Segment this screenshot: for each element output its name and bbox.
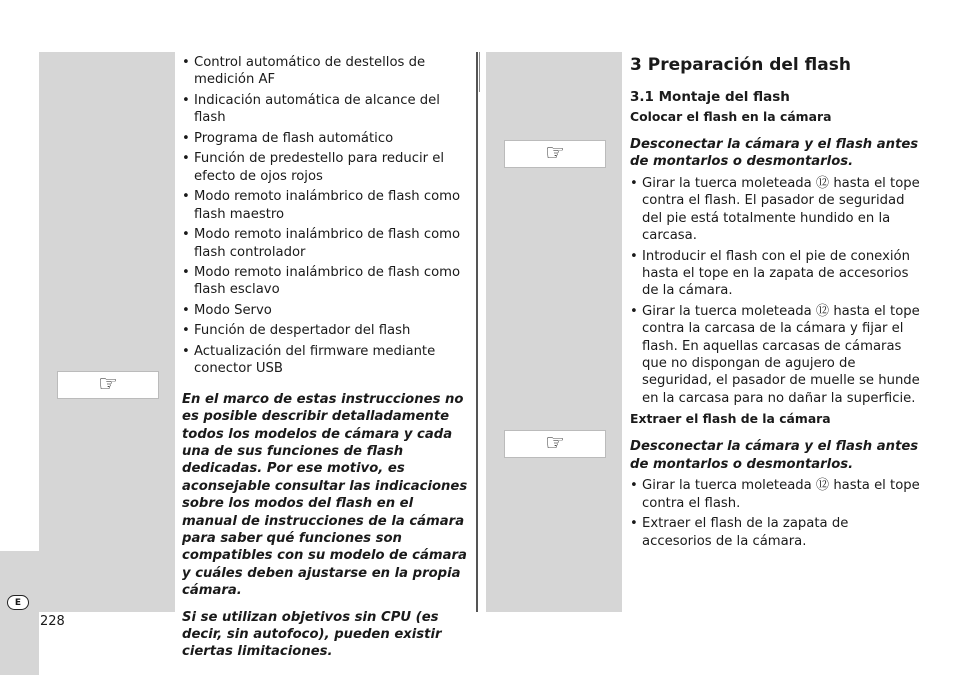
list-item: • Modo Servo [182,302,470,319]
mount-warning: Desconectar la cámara y el flash antes de montarlos o desmontarlos. [630,137,919,170]
list-item: • Modo remoto inalámbrico de flash como flash controlador [182,226,470,261]
list-item: • Introducir el flash con el pie de conexión hasta el tope en la zapata de accesorios de la cámara. [630,248,920,300]
pointing-hand-icon [57,371,159,399]
mount-steps [630,175,920,407]
pointing-hand-glyph: ☞ [545,431,565,456]
mount-title: Colocar el flash en la cámara [630,109,832,124]
feature-list [182,54,470,378]
page-number: 228 [40,614,65,629]
list-item: • Función de despertador del flash [182,322,470,339]
list-item: • Extraer el flash de la zapata de accesorios de la cámara. [630,515,920,550]
right-column [630,54,920,553]
left-margin-band [39,52,175,612]
camera-compatibility-note: En el marco de estas instrucciones no es posible describir detalladamente todos los modelos de cámara y cada una de sus funciones de flash dedicadas. Por ese motivo, es aconsejable consultar las indicaciones sobre los modos del flash en el manual de instrucciones de la cámara para saber qué funciones son compatibles con su modelo de cámara y cuáles deben ajustarse en la propia cámara. [182,391,468,599]
list-item: • Girar la tuerca moleteada ⑫ hasta el tope contra el flash. [630,477,920,512]
column-divider-accent [479,52,480,92]
language-badge: E [7,595,29,610]
list-item: • Programa de flash automático [182,130,470,147]
pointing-hand-glyph: ☞ [98,372,118,397]
list-item: • Función de predestello para reducir el efecto de ojos rojos [182,150,470,185]
list-item: • Modo remoto inalámbrico de flash como flash esclavo [182,264,470,299]
list-item: • Control automático de destellos de medición AF [182,54,470,89]
remove-warning: Desconectar la cámara y el flash antes de montarlos o desmontarlos. [630,439,919,472]
section-heading: 3 Preparación del flash [630,55,851,75]
remove-title: Extraer el flash de la cámara [630,411,831,427]
pointing-hand-icon [504,430,606,458]
list-item: • Girar la tuerca moleteada ⑫ hasta el tope contra el flash. El pasador de seguridad del pie está totalmente hundido en la carcasa. [630,175,920,245]
left-column [182,54,470,661]
list-item: • Actualización del firmware mediante conector USB [182,343,470,378]
list-item: • Modo remoto inalámbrico de flash como flash maestro [182,188,470,223]
subsection-heading: 3.1 Montaje del flash [630,89,790,105]
pointing-hand-icon [504,140,606,168]
column-divider [476,52,478,612]
non-cpu-lens-note: Si se utilizan objetivos sin CPU (es decir, sin autofoco), pueden existir ciertas limitaciones. [182,609,442,660]
remove-steps [630,477,920,550]
list-item: • Indicación automática de alcance del flash [182,92,470,127]
list-item: • Girar la tuerca moleteada ⑫ hasta el tope contra la carcasa de la cámara y fijar el flash. En aquellas carcasas de cámaras que no dispongan de agujero de seguridad, el pasador de muelle se hunde en la carcasa para no dañar la superficie. [630,303,920,407]
pointing-hand-glyph: ☞ [545,141,565,166]
right-margin-band [486,52,622,612]
language-tab [0,551,39,675]
